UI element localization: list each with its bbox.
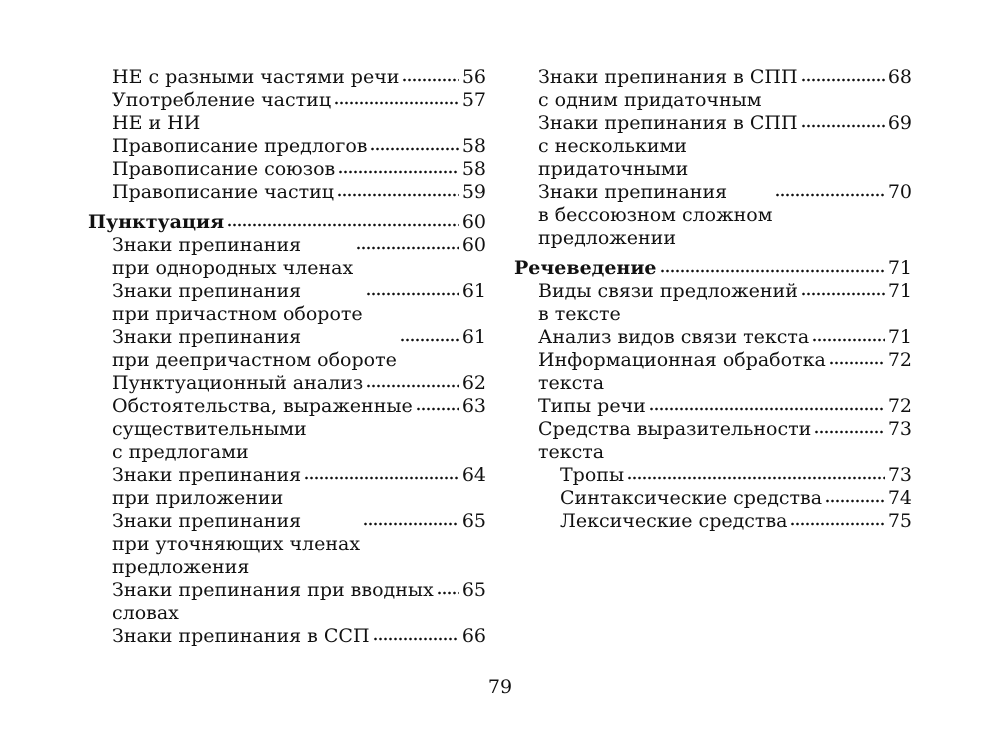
toc-entry	[514, 112, 912, 181]
toc-entry-page: 71	[887, 280, 912, 302]
toc-entry-page: 59	[461, 181, 486, 203]
toc-entry-title: Знаки препинания при приложении	[112, 464, 302, 509]
toc-entry-title: Пунктуация	[88, 211, 225, 233]
toc-entry-title: Знаки препинания при вводных словах	[112, 579, 434, 624]
toc-entry-page: 74	[887, 487, 912, 509]
toc-entry	[88, 135, 486, 158]
toc-entry-page: 65	[461, 510, 486, 532]
dot-leader	[402, 77, 458, 83]
dot-leader	[660, 268, 885, 274]
toc-entry-page: 68	[887, 66, 912, 88]
toc-entry-page: 66	[461, 625, 486, 647]
dot-leader	[814, 429, 885, 435]
toc-entry-title: Типы речи	[538, 395, 646, 417]
toc-entry	[88, 510, 486, 579]
toc-entry-page: 73	[887, 464, 912, 486]
toc-entry-title: Виды связи предложений в тексте	[538, 280, 798, 325]
toc-section-heading	[88, 211, 486, 234]
dot-leader	[825, 498, 885, 504]
toc-entry-page: 75	[887, 510, 912, 532]
toc-entry-page: 65	[461, 579, 486, 601]
toc-entry-page: 63	[461, 395, 486, 417]
toc-entry-title: Знаки препинания в СПП с несколькими придаточными	[538, 112, 798, 180]
dot-leader	[338, 169, 459, 175]
toc-entry-page: 72	[887, 395, 912, 417]
toc-entry-page: 71	[887, 326, 912, 348]
toc-entry-title: Знаки препинания в ССП	[112, 625, 370, 647]
toc-left-column	[88, 66, 486, 648]
dot-leader	[812, 337, 885, 343]
toc-right-column	[514, 66, 912, 533]
toc-entry-page: 58	[461, 158, 486, 180]
dot-leader	[627, 475, 885, 481]
toc-entry-title: НЕ с разными частями речи	[112, 66, 400, 88]
toc-entry-title: Речеведение	[514, 257, 657, 279]
toc-entry-title: Знаки препинания при однородных членах	[112, 234, 354, 279]
dot-leader	[366, 291, 459, 297]
dot-leader	[801, 77, 885, 83]
toc-entry	[514, 487, 912, 510]
toc-entry-page: 56	[461, 66, 486, 88]
toc-entry	[88, 395, 486, 464]
toc-entry-title: Знаки препинания при причастном обороте	[112, 280, 363, 325]
toc-entry-page: 61	[461, 280, 486, 302]
dot-leader	[829, 360, 885, 366]
dot-leader	[366, 383, 459, 389]
toc-entry-page: 58	[461, 135, 486, 157]
toc-entry-page: 70	[887, 181, 912, 203]
dot-leader	[363, 521, 459, 527]
dot-leader	[334, 100, 459, 106]
dot-leader	[227, 222, 459, 228]
toc-entry	[88, 234, 486, 280]
toc-entry	[514, 510, 912, 533]
dot-leader	[356, 245, 459, 251]
page-number: 79	[487, 676, 513, 698]
toc-entry	[514, 464, 912, 487]
dot-leader	[649, 406, 885, 412]
toc-entry-title: Средства выразительности текста	[538, 418, 812, 463]
toc-entry	[88, 89, 486, 135]
toc-entry-title: Знаки препинания при уточняющих членах предложения	[112, 510, 361, 578]
dot-leader	[437, 590, 459, 596]
toc-entry	[88, 326, 486, 372]
toc-entry	[514, 280, 912, 326]
toc-entry	[514, 66, 912, 112]
toc-entry-page: 64	[461, 464, 486, 486]
toc-entry-title: Обстоятельства, выраженные существительными с предлогами	[112, 395, 413, 463]
toc-entry-page: 60	[461, 234, 486, 256]
toc-entry	[88, 372, 486, 395]
toc-entry-page: 62	[461, 372, 486, 394]
toc-entry	[88, 158, 486, 181]
dot-leader	[373, 636, 459, 642]
dot-leader	[370, 146, 458, 152]
dot-leader	[416, 406, 459, 412]
toc-entry	[514, 181, 912, 250]
toc-entry	[88, 66, 486, 89]
toc-entry-title: Пунктуационный анализ	[112, 372, 364, 394]
dot-leader	[801, 123, 885, 129]
toc-entry-page: 60	[461, 211, 486, 233]
toc-entry	[514, 326, 912, 349]
dot-leader	[337, 192, 459, 198]
toc-entry	[88, 464, 486, 510]
toc-entry-title: Анализ видов связи текста	[538, 326, 810, 348]
toc-entry	[88, 181, 486, 204]
toc-entry-title: Знаки препинания при деепричастном обороте	[112, 326, 397, 371]
toc-entry-page: 71	[887, 257, 912, 279]
toc-entry-title: Правописание предлогов	[112, 135, 368, 157]
toc-entry-title: Правописание союзов	[112, 158, 336, 180]
toc-section-heading	[514, 257, 912, 280]
toc-entry	[514, 349, 912, 395]
toc-entry-title: Употребление частиц НЕ и НИ	[112, 89, 332, 134]
toc-entry-title: Правописание частиц	[112, 181, 335, 203]
toc-entry	[514, 418, 912, 464]
dot-leader	[790, 521, 884, 527]
dot-leader	[400, 337, 459, 343]
toc-entry-page: 57	[461, 89, 486, 111]
toc-entry	[88, 579, 486, 625]
toc-entry-page: 69	[887, 112, 912, 134]
toc-entry-title: Лексические средства	[560, 510, 788, 532]
dot-leader	[801, 291, 885, 297]
toc-entry	[88, 280, 486, 326]
toc-entry-page: 72	[887, 349, 912, 371]
dot-leader	[304, 475, 459, 481]
toc-entry-title: Синтаксические средства	[560, 487, 823, 509]
toc-entry	[88, 625, 486, 648]
dot-leader	[775, 192, 884, 198]
toc-entry-page: 73	[887, 418, 912, 440]
toc-entry-title: Тропы	[560, 464, 625, 486]
toc-entry-title: Знаки препинания в СПП с одним придаточным	[538, 66, 798, 111]
toc-entry-page: 61	[461, 326, 486, 348]
toc-entry-title: Информационная обработка текста	[538, 349, 826, 394]
toc-entry-title: Знаки препинания в бессоюзном сложном предложении	[538, 181, 773, 249]
toc-entry	[514, 395, 912, 418]
